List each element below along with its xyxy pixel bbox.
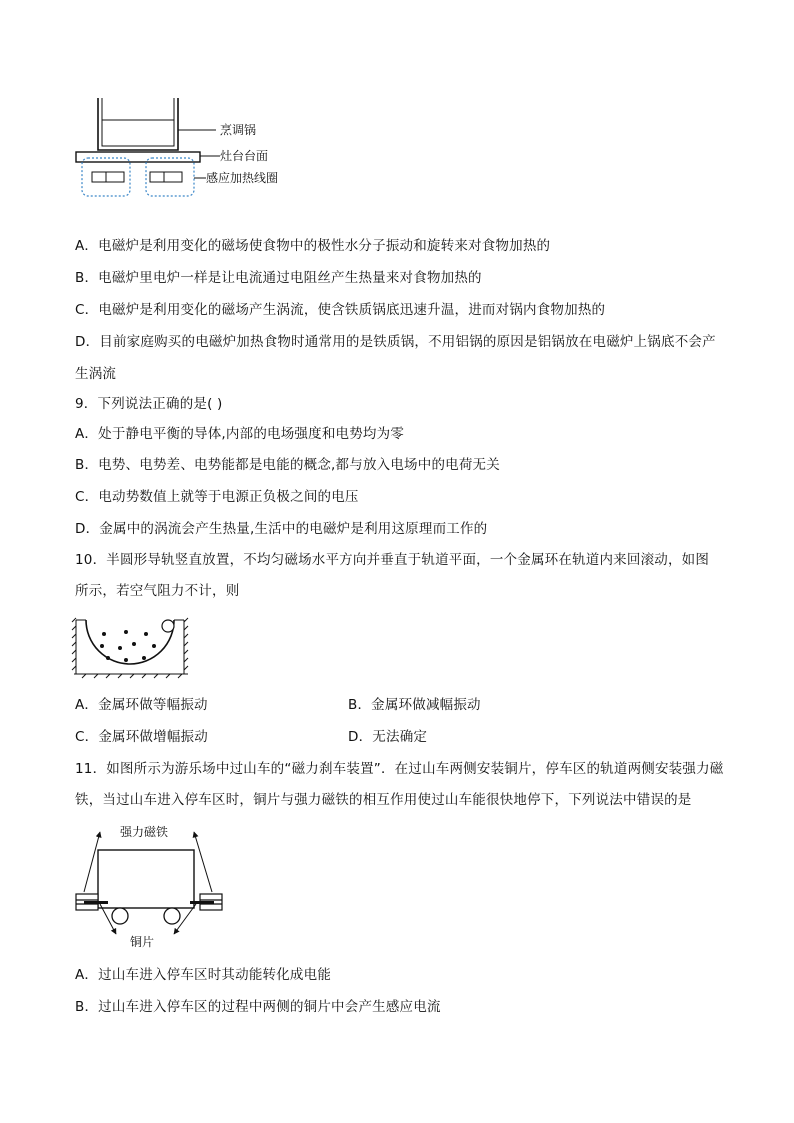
- q10-option-c: C．金属环做增幅振动: [75, 729, 208, 745]
- q11-option-a: A．过山车进入停车区时其动能转化成电能: [75, 967, 332, 983]
- car-wheel-left: [112, 908, 128, 924]
- q10-option-d: D．无法确定: [348, 729, 428, 745]
- q9-option-b: B．电势、电势差、电势能都是电能的概念,都与放入电场中的电荷无关: [75, 457, 500, 473]
- q8-option-b: B．电磁炉里电炉一样是让电流通过电阻丝产生热量来对食物加热的: [75, 270, 482, 286]
- q9-option-c: C．电动势数值上就等于电源正负极之间的电压: [75, 489, 359, 505]
- counter-label: 灶台台面: [220, 149, 269, 163]
- q9-option-d: D．金属中的涡流会产生热量,生活中的电磁炉是利用这原理而工作的: [75, 521, 488, 537]
- coil-label: 感应加热线圈: [206, 171, 279, 185]
- magnet-label: 强力磁铁: [120, 825, 169, 839]
- coil-shape: [82, 158, 194, 196]
- q10-option-b: B．金属环做减幅振动: [348, 697, 481, 713]
- copper-label: 铜片: [130, 935, 155, 949]
- q8-option-c: C．电磁炉是利用变化的磁场产生涡流，使含铁质锅底迅速升温，进而对锅内食物加热的: [75, 302, 606, 318]
- semicircle-track-figure: [72, 612, 192, 680]
- metal-ring: [162, 620, 174, 632]
- q11-stem-line1: 11．如图所示为游乐场中过山车的“磁力刹车装置”．在过山车两侧安装铜片，停车区的轨道两侧安装强力磁: [75, 761, 724, 777]
- q9-stem: 9．下列说法正确的是( ): [75, 396, 223, 412]
- copper-plate-left: [84, 901, 108, 904]
- pot-shape: [98, 98, 178, 150]
- q11-stem-line2: 铁，当过山车进入停车区时，铜片与强力磁铁的相互作用使过山车能很快地停下，下列说法中错误的是: [75, 792, 692, 808]
- q11-option-b: B．过山车进入停车区的过程中两侧的铜片中会产生感应电流: [75, 999, 441, 1015]
- magnetic-field-dots: [100, 630, 156, 662]
- magnetic-brake-figure: [70, 820, 230, 952]
- car-wheel-right: [164, 908, 180, 924]
- car-body: [98, 850, 194, 908]
- semicircle-track: [86, 620, 174, 664]
- counter-top-shape: [76, 152, 200, 162]
- q8-option-a: A．电磁炉是利用变化的磁场使食物中的极性水分子振动和旋转来对食物加热的: [75, 238, 551, 254]
- copper-plate-right: [190, 901, 214, 904]
- q8-option-d-cont: 生涡流: [75, 366, 117, 382]
- q10-option-a: A．金属环做等幅振动: [75, 697, 208, 713]
- q8-option-d: D．目前家庭购买的电磁炉加热食物时通常用的是铁质锅，不用铝锅的原因是铝锅放在电磁炉上锅底不会产: [75, 334, 716, 350]
- q10-stem-line2: 所示，若空气阻力不计，则: [75, 583, 240, 599]
- pot-label: 烹调锅: [220, 123, 257, 137]
- induction-cooker-figure: [70, 96, 300, 202]
- q10-stem-line1: 10．半圆形导轨竖直放置，不均匀磁场水平方向并垂直于轨道平面，一个金属环在轨道内来回滚动，如图: [75, 552, 710, 568]
- q9-option-a: A．处于静电平衡的导体,内部的电场强度和电势均为零: [75, 426, 405, 442]
